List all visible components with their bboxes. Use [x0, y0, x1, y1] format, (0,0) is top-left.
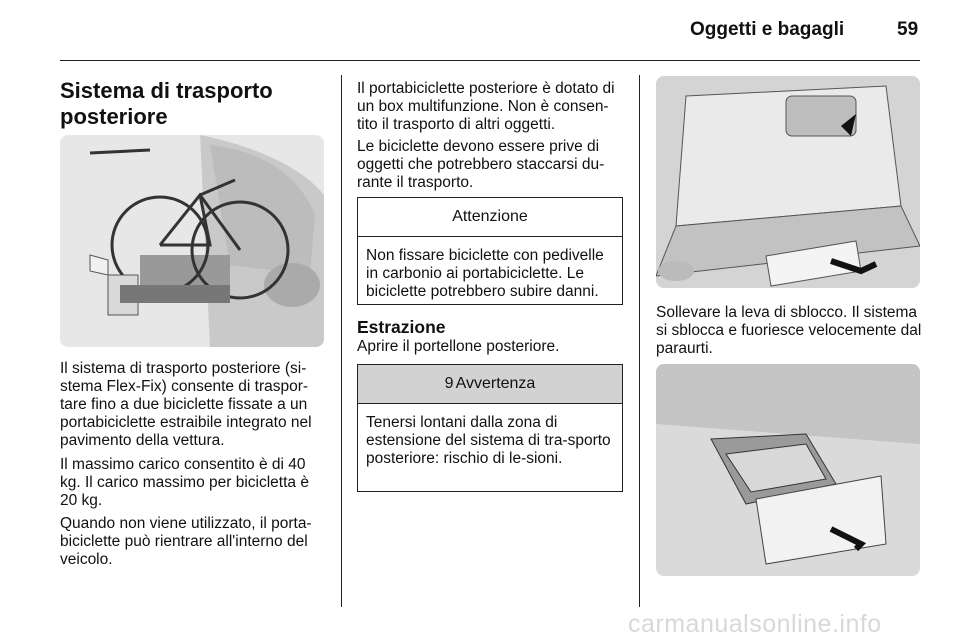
warning-title: Avvertenza [455, 375, 536, 392]
warning-text: Tenersi lontani dalla zona di estensione del sistema di tra-sporto posteriore: rischio di le-sioni. [366, 414, 611, 467]
figure-bike-carrier [60, 135, 324, 347]
load-paragraph: Il massimo carico consentito è di 40 kg. Il carico massimo per bicicletta è 20 kg. [60, 456, 309, 509]
watermark: carmanualsonline.info [628, 610, 882, 638]
header-rule [60, 60, 920, 61]
carrier-extended-illustration [656, 364, 920, 576]
page-number: 59 [897, 19, 919, 40]
intro-paragraph: Il sistema di trasporto posteriore (si-stema Flex-Fix) consente di traspor-tare fino a due biciclette fissate a un portabiciclette estraibile integrato nel pavimento della vettura. [60, 360, 312, 449]
caution-title: Attenzione [358, 198, 622, 237]
caution-text: Non fissare biciclette con pedivelle in carbonio ai portabiciclette. Le biciclette potrebbero subire danni. [366, 247, 604, 300]
release-caption: Sollevare la leva di sblocco. Il sistema si sblocca e fuoriesce velocemente dal paraurti. [656, 304, 922, 357]
header-title: Oggetti e bagagli [690, 19, 845, 40]
section-title: Sistema di trasporto posteriore [60, 78, 273, 129]
column-divider-left [341, 75, 342, 607]
objects-paragraph: Le biciclette devono essere prive di oggetti che potrebbero staccarsi du-rante il trasporto. [357, 138, 605, 191]
warning-icon: 9 [444, 375, 454, 392]
figure-trunk-lever [656, 76, 920, 288]
warning-header [358, 365, 622, 404]
trunk-lever-illustration [656, 76, 920, 288]
extraction-heading: Estrazione [357, 317, 446, 337]
caution-box [357, 197, 623, 305]
box-paragraph: Il portabiciclette posteriore è dotato di un box multifunzione. Non è consen-tito il trasporto di altri oggetti. [357, 80, 615, 133]
extraction-text: Aprire il portellone posteriore. [357, 338, 560, 355]
column-divider-right [639, 75, 640, 607]
figure-carrier-extended [656, 364, 920, 576]
warning-box [357, 364, 623, 492]
storage-paragraph: Quando non viene utilizzato, il porta-biciclette può rientrare all'interno del veicolo. [60, 515, 312, 568]
bike-carrier-illustration [60, 135, 324, 347]
